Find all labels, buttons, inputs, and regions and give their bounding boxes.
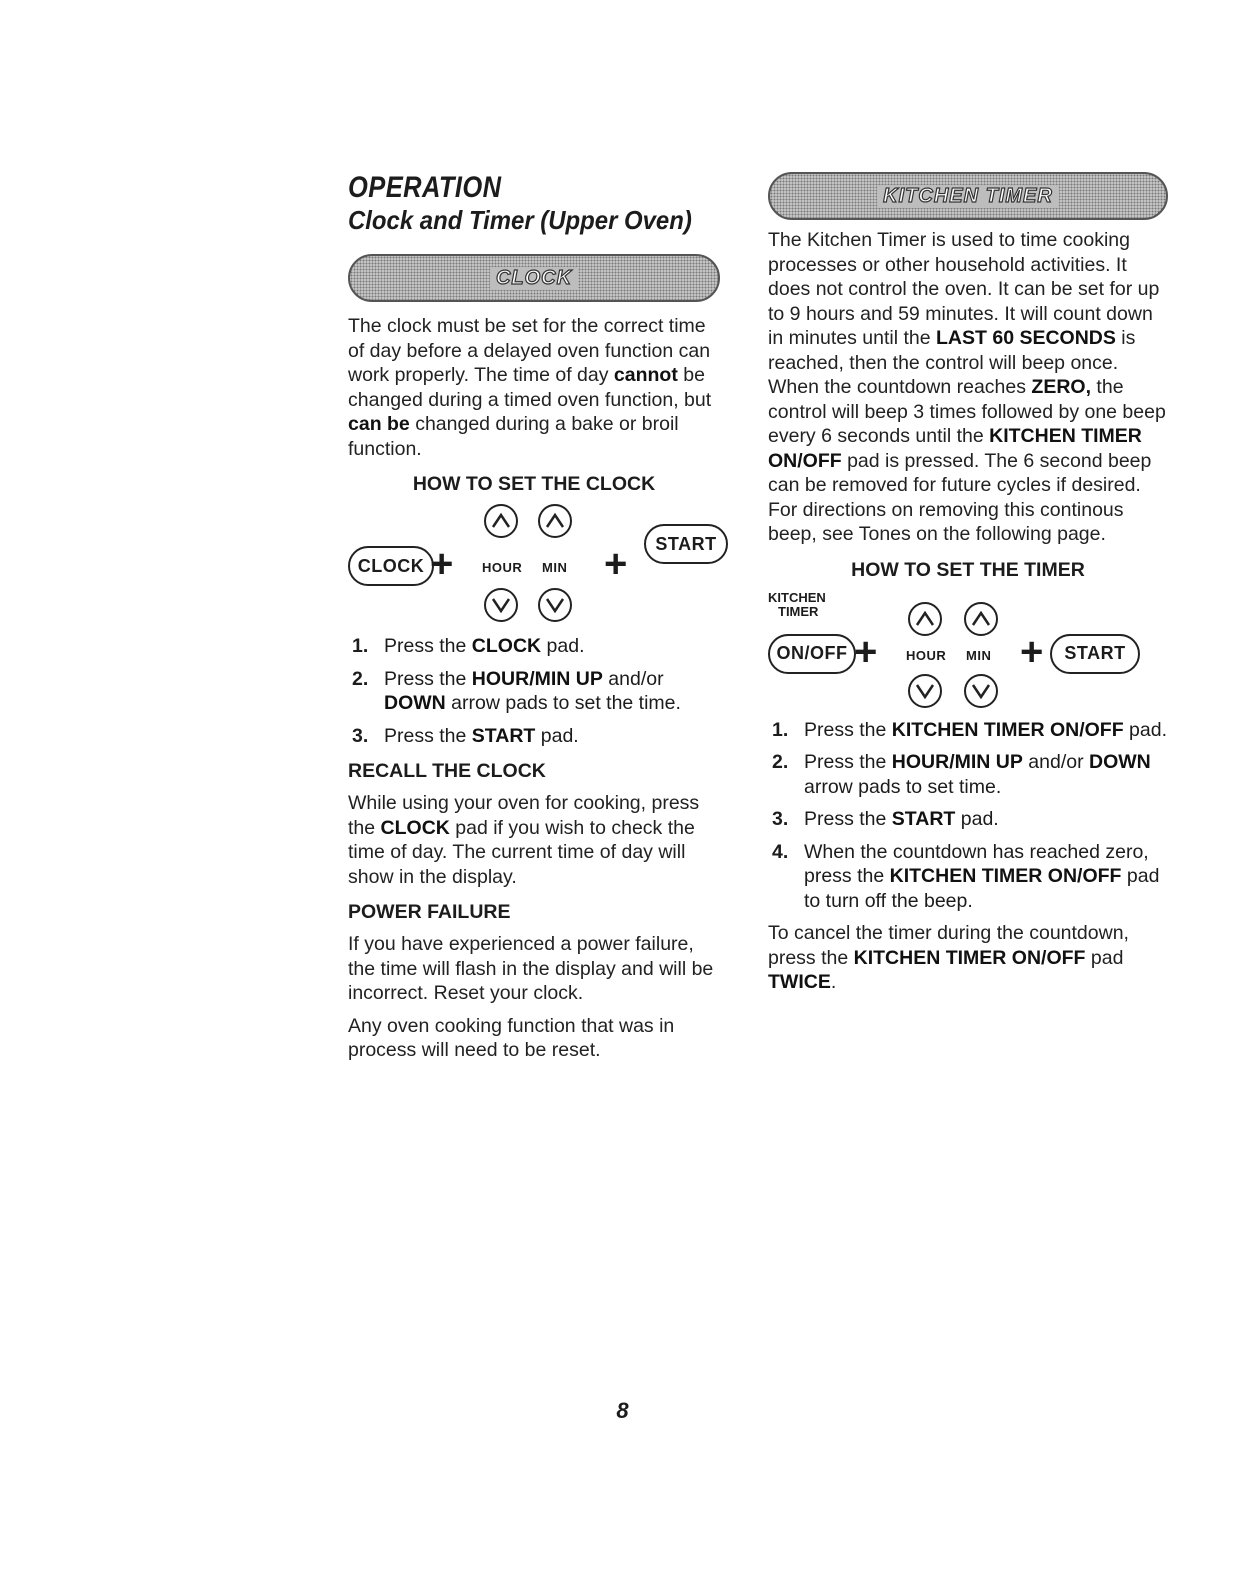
text-run: Press the — [384, 724, 472, 747]
step-item — [768, 718, 1168, 743]
emphasis-text: DOWN — [384, 692, 446, 714]
min-up-arrow-icon — [538, 504, 572, 538]
clock-keypad-diagram — [348, 504, 720, 624]
step-item — [348, 724, 720, 749]
text-run: Press the — [384, 635, 472, 657]
hour-up-arrow-icon — [908, 602, 942, 636]
how-to-set-clock-heading: HOW TO SET THE CLOCK — [412, 473, 656, 495]
power-failure-heading: POWER FAILURE — [348, 901, 511, 923]
step-number: 4. — [772, 840, 789, 863]
emphasis-text: DOWN — [1089, 751, 1151, 773]
text-run: The clock must be set for the correct time of day before a delayed oven function can work properly. The time of day — [348, 315, 711, 386]
min-up-arrow-icon — [964, 602, 998, 636]
hour-label: HOUR — [482, 560, 523, 575]
kitchen-timer-banner — [768, 172, 1168, 220]
text-run: arrow pads to set the time. — [445, 692, 681, 714]
clock-steps — [348, 634, 720, 748]
recall-clock-text — [348, 791, 720, 889]
plus-sign: + — [604, 542, 628, 586]
text-run: the control will beep 3 times followed by one beep every 6 seconds until the — [768, 376, 1166, 447]
emphasis-text: KITCHEN TIMER ON/OFF — [853, 946, 1086, 969]
recall-clock-heading: RECALL THE CLOCK — [348, 760, 546, 782]
text-run: Press the — [804, 751, 892, 773]
min-down-arrow-icon — [538, 588, 572, 622]
text-run: Press the — [804, 808, 892, 830]
text-run: Press the — [804, 718, 892, 741]
emphasis-text: CLOCK — [471, 635, 542, 657]
hour-down-arrow-icon — [908, 674, 942, 708]
emphasis-text: LAST 60 SECONDS — [936, 327, 1116, 349]
start-pad: START — [1050, 634, 1140, 674]
min-label: MIN — [966, 647, 992, 663]
page-number: 8 — [616, 1398, 629, 1423]
emphasis-text: KITCHEN TIMER ON/OFF — [891, 718, 1124, 741]
timer-keypad-diagram — [768, 590, 1168, 708]
step-item — [768, 807, 1168, 832]
page-subtitle: Clock and Timer (Upper Oven) — [348, 205, 692, 235]
text-run: The Kitchen Timer is used to time cooking processes or other household activities. It does not control the oven. It can be set for up to 9 hours and 59 minutes. It will count down in minutes until the — [768, 229, 1160, 349]
section-title: OPERATION — [348, 171, 502, 204]
text-run: pad to turn off the beep. — [804, 865, 1160, 912]
text-run: To cancel the timer during the countdown, press the — [768, 922, 1129, 969]
text-run: is reached, then the control will beep once. When the countdown reaches — [768, 327, 1136, 398]
text-run: pad. — [955, 808, 999, 830]
clock-intro — [348, 314, 720, 461]
step-item — [768, 750, 1168, 799]
emphasis-text: START — [471, 724, 536, 747]
text-run: While using your oven for cooking, press the — [348, 792, 700, 839]
text-run: Press the — [384, 667, 472, 690]
power-failure-text: If you have experienced a power failure, the time will flash in the display and will be incorrect. Reset your clock. — [348, 933, 714, 1004]
plus-sign: + — [1020, 629, 1044, 674]
text-run: and/or — [1022, 751, 1090, 773]
step-number: 2. — [772, 751, 789, 773]
step-number: 1. — [772, 718, 789, 741]
text-run: arrow pads to set time. — [804, 775, 1002, 798]
timer-steps — [768, 718, 1168, 914]
on-off-pad: ON/OFF — [768, 634, 856, 674]
text-run: pad. — [541, 635, 585, 657]
plus-sign: + — [430, 542, 454, 586]
text-run: pad if you wish to check the time of day. The current time of day will show in the display. — [348, 816, 695, 888]
hour-up-arrow-icon — [484, 504, 518, 538]
step-item — [348, 667, 720, 716]
emphasis-text: HOUR/MIN UP — [891, 751, 1023, 773]
text-run: . — [830, 971, 837, 993]
start-pad: START — [644, 524, 728, 564]
plus-sign: + — [854, 629, 878, 674]
clock-pad: CLOCK — [348, 546, 434, 586]
emphasis-text: cannot — [613, 364, 678, 386]
how-to-set-timer-heading: HOW TO SET THE TIMER — [851, 558, 1085, 581]
step-number: 3. — [772, 808, 789, 830]
emphasis-text: START — [891, 808, 956, 830]
emphasis-text: TWICE — [768, 971, 831, 993]
emphasis-text: HOUR/MIN UP — [471, 667, 603, 690]
step-number: 3. — [352, 724, 369, 747]
text-run: When the countdown has reached zero, press the — [804, 840, 1149, 887]
min-label: MIN — [542, 560, 568, 575]
power-failure-note: Any oven cooking function that was in process will need to be reset. — [348, 1014, 675, 1061]
text-run: pad is pressed. The 6 second beep can be removed for future cycles if desired. For directions on removing this continous beep, see Tones on the following page. — [768, 449, 1152, 545]
text-run: pad — [1085, 946, 1124, 969]
hour-down-arrow-icon — [484, 588, 518, 622]
step-number: 2. — [352, 667, 369, 690]
clock-banner — [348, 254, 720, 302]
kitchen-timer-banner-label: KITCHEN TIMER — [877, 185, 1059, 208]
left-column — [348, 172, 720, 1071]
kitchen-label: KITCHEN — [768, 589, 826, 605]
text-run: pad. — [535, 724, 579, 747]
emphasis-text: KITCHEN TIMER ON/OFF — [768, 425, 1142, 472]
min-down-arrow-icon — [964, 674, 998, 708]
step-item — [348, 634, 720, 659]
hour-label: HOUR — [906, 647, 947, 663]
emphasis-text: ZERO, — [1031, 376, 1092, 398]
step-item — [768, 840, 1168, 914]
timer-intro — [768, 228, 1168, 547]
clock-banner-label: CLOCK — [490, 267, 578, 290]
text-run: be changed during a timed oven function, but — [348, 364, 712, 411]
timer-label: TIMER — [778, 603, 819, 619]
cancel-timer-text — [768, 921, 1168, 995]
step-number: 1. — [352, 635, 369, 657]
emphasis-text: can be — [348, 413, 410, 435]
emphasis-text: KITCHEN TIMER ON/OFF — [889, 865, 1122, 887]
right-column — [768, 172, 1168, 1003]
text-run: pad. — [1123, 718, 1167, 741]
text-run: and/or — [602, 667, 664, 690]
emphasis-text: CLOCK — [380, 816, 450, 839]
text-run: changed during a bake or broil function. — [348, 413, 679, 460]
